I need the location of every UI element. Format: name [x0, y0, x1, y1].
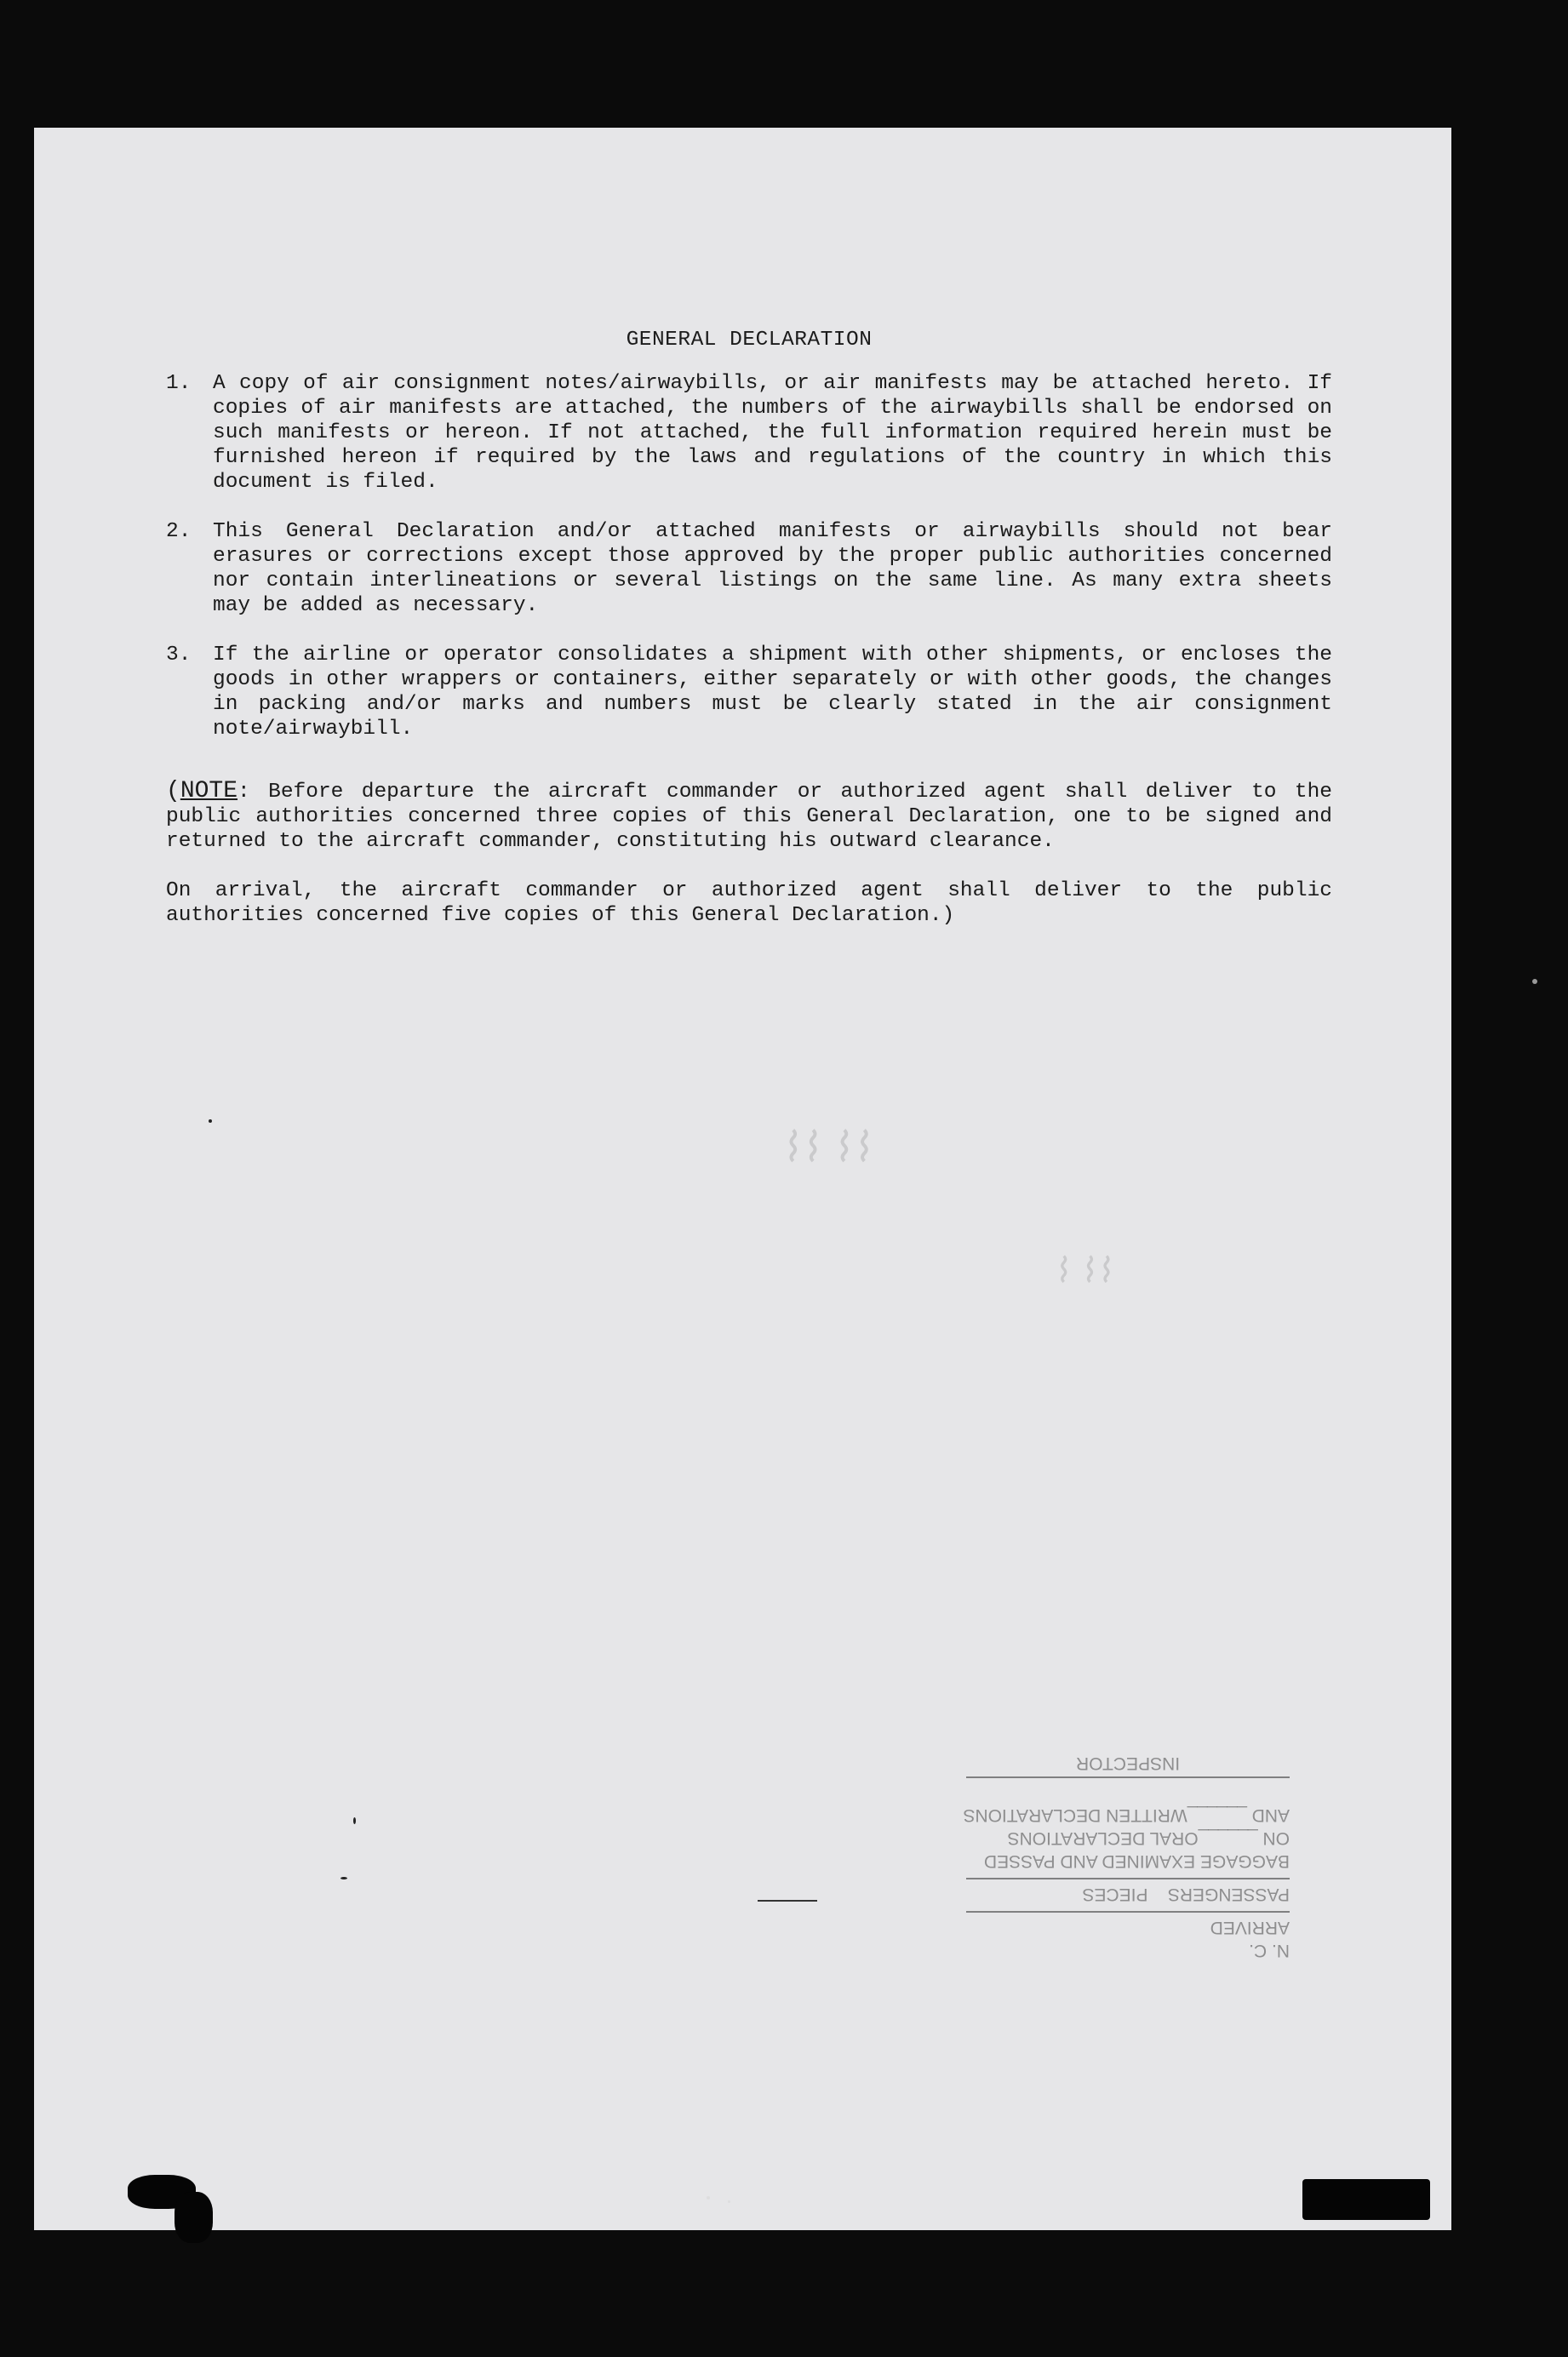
speck	[209, 1119, 212, 1123]
speck	[728, 2200, 730, 2203]
note-label: (NOTE	[166, 778, 238, 804]
stamp-rule	[966, 1911, 1290, 1913]
list-item	[166, 643, 1332, 741]
speck	[707, 2196, 710, 2200]
item-number: 1.	[166, 372, 192, 395]
page-title: GENERAL DECLARATION	[626, 329, 873, 352]
speck	[1532, 979, 1537, 984]
list-item	[166, 519, 1332, 618]
faint-bleed-through-mark: ⌇⌇ ⌇	[1056, 1252, 1115, 1290]
item-text: A copy of air consignment notes/airwaybills, or air manifests may be attached hereto. If copies of air manifests are attached, the numbers of the airwaybills shall be endorsed on such manifests or hereon. If not attached, the full information required herein must be furnished hereon if required by the laws and regulations of the country in which this document is filed.	[213, 372, 1332, 494]
item-text: If the airline or operator consolidates a shipment with other shipments, or encloses the goods in other wrappers or containers, either separately or with other goods, the changes in packing and/or marks and numbers must be clearly stated in the air consignment note/airwaybill.	[213, 644, 1332, 741]
stamp-line: BAGGAGE EXAMINED AND PASSED	[983, 1851, 1290, 1871]
stamp-inspector-line: INSPECTOR	[966, 1752, 1290, 1778]
note-paragraph	[166, 779, 1332, 854]
arrival-note-paragraph: On arrival, the aircraft commander or authorized agent shall deliver to the public authorities concerned five copies of this General Declaration.)	[166, 879, 1332, 927]
document-page	[34, 128, 1451, 2230]
ink-blot	[175, 2192, 213, 2243]
speck	[98, 2200, 102, 2205]
stamp-line: ON ______ORAL DECLARATIONS	[1007, 1828, 1290, 1848]
speck	[353, 1817, 356, 1824]
bleed-through-customs-stamp	[963, 1724, 1290, 1962]
ink-blot	[1302, 2179, 1430, 2220]
stray-mark	[758, 1900, 817, 1902]
stamp-rule	[966, 1878, 1290, 1879]
stamp-line: ARRIVED	[1210, 1918, 1290, 1937]
stamp-line: N. C.	[1249, 1941, 1290, 1960]
note-text: : Before departure the aircraft commander or authorized agent shall deliver to the public authorities concerned three copies of this General Declaration, one to be signed and returned to the aircraft commander, constituting his outward clearance.	[166, 781, 1332, 853]
item-number: 2.	[166, 520, 192, 543]
list-item	[166, 371, 1332, 495]
declaration-text	[166, 328, 1332, 928]
speck	[340, 1877, 347, 1879]
faint-bleed-through-mark: ⌇⌇ ⌇⌇	[783, 1125, 875, 1170]
item-number: 3.	[166, 644, 192, 666]
item-text: This General Declaration and/or attached manifests or airwaybills should not bear erasures or corrections except those approved by the proper public authorities concerned nor contain interlineations or several listings on the same line. As many extra sheets may be added as necessary.	[213, 520, 1332, 617]
stamp-line: PASSENGERS PIECES	[1082, 1885, 1290, 1904]
stamp-line: AND ______WRITTEN DECLARATIONS	[963, 1805, 1290, 1825]
